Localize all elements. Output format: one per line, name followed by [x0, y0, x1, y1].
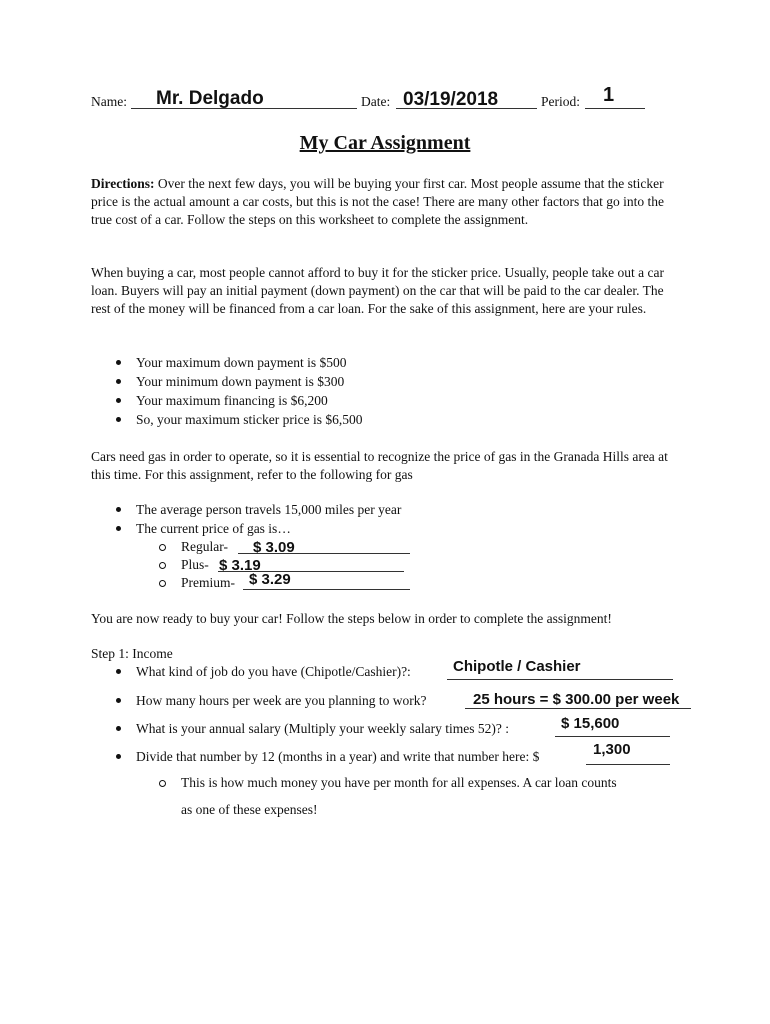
premium-price-value[interactable]: $ 3.29 [249, 571, 291, 588]
intro-paragraph: When buying a car, most people cannot afford to buy it for the sticker price. Usually, people take out a car loan. Buyers will pay an initial payment (down payment) on the car that will be paid to the car dealer. The rest of the money will be financed from a car loan. For the sake of this assignment, here are your rules. [91, 265, 665, 316]
date-label: Date: [361, 94, 391, 109]
rule-item: Your maximum down payment is $500 [136, 355, 347, 370]
job-answer[interactable]: Chipotle / Cashier [453, 658, 581, 675]
monthly-answer[interactable]: 1,300 [593, 741, 631, 758]
job-answer-line [447, 679, 673, 680]
rule-item: So, your maximum sticker price is $6,500 [136, 412, 363, 427]
salary-answer-line [555, 736, 670, 737]
rule-item: Your minimum down payment is $300 [136, 374, 345, 389]
sub-bullet-circle [159, 544, 166, 551]
plus-price-value[interactable]: $ 3.19 [219, 557, 261, 574]
premium-line [243, 589, 410, 590]
rule-item: Your maximum financing is $6,200 [136, 393, 328, 408]
bullet-dot [116, 417, 121, 422]
salary-question: What is your annual salary (Multiply your weekly salary times 52)? : [136, 721, 510, 736]
regular-price-value[interactable]: $ 3.09 [253, 539, 295, 556]
note-line-1: This is how much money you have per month for all expenses. A car loan counts [181, 775, 617, 790]
hours-answer[interactable]: 25 hours = $ 300.00 per week [473, 691, 680, 708]
bullet-dot [116, 669, 121, 674]
bullet-dot [116, 379, 121, 384]
directions-label: Directions: [91, 176, 155, 191]
gas-bullet: The current price of gas is… [136, 521, 291, 536]
ready-text: You are now ready to buy your car! Follow the steps below in order to complete the assignment! [91, 611, 612, 626]
gas-paragraph: Cars need gas in order to operate, so it is essential to recognize the price of gas in the Granada Hills area at this time. For this assignment, refer to the following for gas [91, 449, 668, 482]
bullet-dot [116, 507, 121, 512]
gas-price-label: Plus- [181, 557, 209, 572]
gas-price-label: Regular- [181, 539, 228, 554]
job-question: What kind of job do you have (Chipotle/Cashier)?: [136, 664, 411, 679]
bullet-dot [116, 526, 121, 531]
directions-text: Over the next few days, you will be buying your first car. Most people assume that the sticker price is the actual amount a car costs, but this is not the case! There are many other factors that go into the true cost of a car. Follow the steps on this worksheet to complete the assignment. [91, 176, 664, 227]
monthly-answer-line [586, 764, 670, 765]
hours-question: How many hours per week are you planning to work? [136, 693, 427, 708]
sub-bullet-circle [159, 580, 166, 587]
step1-heading: Step 1: Income [91, 646, 173, 661]
name-value[interactable]: Mr. Delgado [156, 88, 264, 109]
page-title: My Car Assignment [299, 132, 471, 154]
period-line [585, 108, 645, 109]
sub-bullet-circle [159, 780, 166, 787]
period-label: Period: [541, 94, 580, 109]
date-value[interactable]: 03/19/2018 [403, 89, 499, 110]
bullet-dot [116, 726, 121, 731]
salary-answer[interactable]: $ 15,600 [561, 715, 620, 732]
note-line-2: as one of these expenses! [181, 802, 318, 817]
bullet-dot [116, 360, 121, 365]
directions-paragraph [91, 175, 681, 229]
monthly-question: Divide that number by 12 (months in a year) and write that number here: $ [136, 749, 540, 764]
bullet-dot [116, 398, 121, 403]
gas-bullet: The average person travels 15,000 miles per year [136, 502, 402, 517]
sub-bullet-circle [159, 562, 166, 569]
period-value[interactable]: 1 [603, 84, 615, 106]
hours-answer-line [465, 708, 691, 709]
gas-price-label: Premium- [181, 575, 235, 590]
bullet-dot [116, 754, 121, 759]
bullet-dot [116, 698, 121, 703]
name-label: Name: [91, 94, 127, 109]
